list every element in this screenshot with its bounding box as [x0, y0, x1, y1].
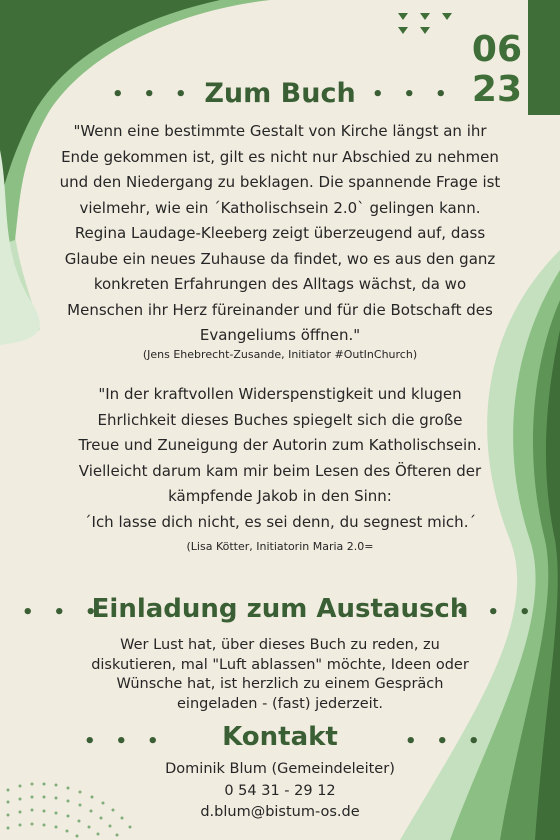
section-title-contact: Kontakt — [222, 722, 338, 752]
contact-details — [0, 759, 560, 824]
issue-year: 23 — [471, 69, 522, 110]
dots-left: ••• — [84, 731, 179, 752]
issue-month: 06 — [471, 29, 522, 70]
invitation-line: Wer Lust hat, über dieses Buch zu reden, zu — [120, 637, 440, 653]
quote-line: Vielleicht darum kam mir beim Lesen des Öfteren der — [78, 461, 482, 480]
section-title-invitation: Einladung zum Austausch — [91, 594, 469, 624]
quote-2 — [40, 382, 520, 535]
quote-line: und den Niedergang zu beklagen. Die spannende Frage ist — [59, 173, 501, 191]
quote-line: "In der kraftvollen Widerspenstigkeit und klugen — [98, 385, 462, 403]
contact-phone[interactable]: 0 54 31 - 29 12 — [224, 782, 336, 799]
quote-line: kämpfende Jakob in den Sinn: — [168, 487, 392, 505]
dots-left: ••• — [22, 602, 117, 623]
section-title-book: Zum Buch — [204, 78, 356, 109]
invitation-line: eingeladen - (fast) jederzeit. — [177, 695, 383, 712]
quote-line: ´Ich lasse dich nicht, es sei denn, du segnest mich.´ — [84, 512, 476, 531]
quote-line: vielmehr, wie ein ´Katholischsein 2.0` gelingen kann. — [79, 198, 481, 217]
quote-line: Menschen ihr Herz füreinander und für die Botschaft des — [67, 300, 493, 319]
dots-right: ••• — [372, 84, 467, 105]
quote-line: Glaube ein neues Zuhause da findet, wo es aus den ganz — [64, 249, 496, 268]
invitation-line: diskutieren, mal "Luft ablassen" möchte, Ideen oder — [91, 656, 469, 673]
quote-line: konkreten Erfahrungen des Alltags wächst, da wo — [93, 275, 467, 293]
quote-line: Regina Laudage-Kleeberg zeigt überzeugend auf, dass — [74, 224, 486, 242]
quote-2-source: (Lisa Kötter, Initiatorin Maria 2.0= — [186, 540, 374, 553]
quote-line: Ende gekommen ist, gilt es nicht nur Abschied zu nehmen — [61, 147, 499, 166]
contact-email[interactable]: d.blum@bistum-os.de — [200, 804, 360, 820]
quote-1 — [40, 119, 520, 349]
dots-right: ••• — [456, 602, 551, 623]
dots-right: ••• — [405, 731, 500, 752]
invitation-line: Wünsche hat, ist herzlich zu einem Gespräch — [116, 676, 444, 692]
contact-name: Dominik Blum (Gemeindeleiter) — [165, 761, 395, 777]
quote-line: Ehrlichkeit dieses Buches spiegelt sich die große — [97, 410, 463, 429]
dots-left: ••• — [112, 84, 207, 105]
quote-line: "Wenn eine bestimmte Gestalt von Kirche längst an ihr — [73, 122, 487, 140]
quote-1-source: (Jens Ehebrecht-Zusande, Initiator #OutInChurch) — [142, 348, 418, 361]
quote-line: Treue und Zuneigung der Autorin zum Katholischsein. — [78, 436, 482, 454]
quote-line: Evangeliums öffnen." — [199, 326, 361, 344]
invitation-text — [60, 636, 500, 714]
